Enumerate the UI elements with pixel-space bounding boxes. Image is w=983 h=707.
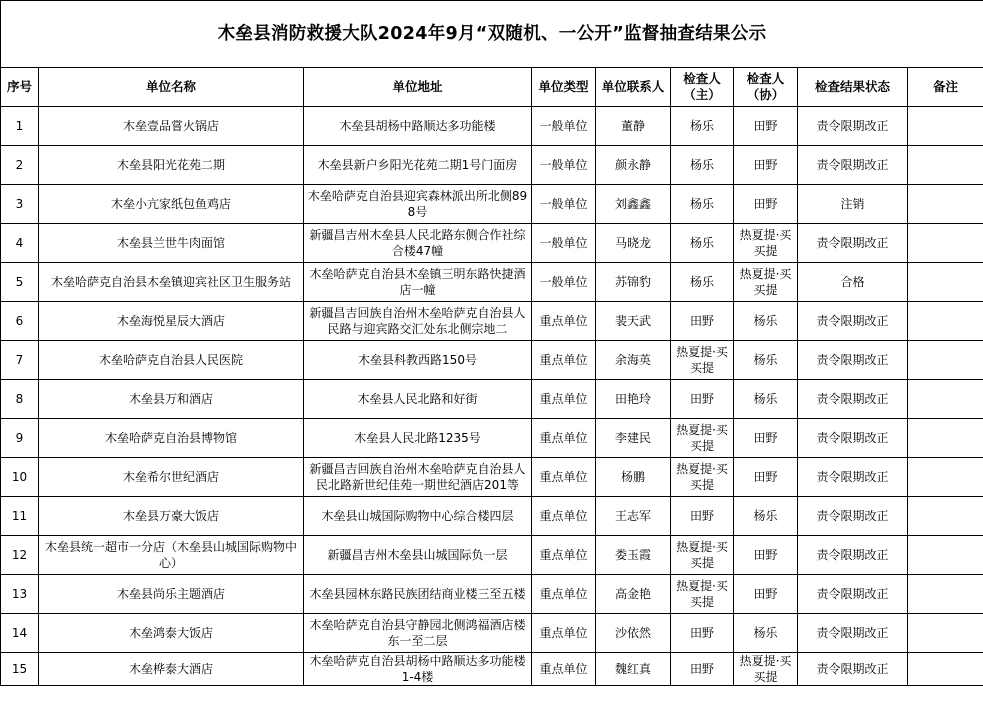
cell-inspector-main: 田野: [671, 497, 734, 536]
column-header-index: 序号: [1, 68, 39, 107]
cell-inspector-main: 杨乐: [671, 185, 734, 224]
cell-unit-address: 新疆昌吉回族自治州木垒哈萨克自治县人民北路新世纪佳苑一期世纪酒店201等: [304, 458, 532, 497]
cell-note: [908, 614, 983, 653]
table-row: [1, 614, 983, 653]
table-row: [1, 536, 983, 575]
cell-inspector-main: 热夏提·买买提: [671, 536, 734, 575]
cell-inspector-main: 热夏提·买买提: [671, 575, 734, 614]
cell-inspector-main: 杨乐: [671, 146, 734, 185]
cell-result-status: 责令限期改正: [798, 497, 908, 536]
cell-unit-address: 木垒县山城国际购物中心综合楼四层: [304, 497, 532, 536]
cell-unit-name: 木垒哈萨克自治县博物馆: [39, 419, 304, 458]
cell-inspector-assist: 田野: [734, 146, 798, 185]
table-row: [1, 419, 983, 458]
header-row: [1, 68, 983, 107]
table-row: [1, 341, 983, 380]
column-header-unit-type: 单位类型: [532, 68, 596, 107]
cell-unit-name: 木垒壹品嘗火锅店: [39, 107, 304, 146]
cell-note: [908, 224, 983, 263]
cell-contact: 王志军: [596, 497, 671, 536]
cell-unit-address: 木垒县新户乡阳光花苑二期1号门面房: [304, 146, 532, 185]
cell-index: 15: [1, 653, 39, 686]
cell-inspector-assist: 热夏提·买买提: [734, 263, 798, 302]
cell-index: 10: [1, 458, 39, 497]
cell-note: [908, 497, 983, 536]
cell-inspector-assist: 杨乐: [734, 380, 798, 419]
cell-unit-name: 木垒桦泰大酒店: [39, 653, 304, 686]
table-row: [1, 107, 983, 146]
cell-unit-name: 木垒海悦星辰大酒店: [39, 302, 304, 341]
table-row: [1, 146, 983, 185]
cell-unit-address: 木垒县园林东路民族团结商业楼三至五楼: [304, 575, 532, 614]
cell-unit-type: 重点单位: [532, 614, 596, 653]
column-header-contact: 单位联系人: [596, 68, 671, 107]
cell-inspector-main: 热夏提·买买提: [671, 458, 734, 497]
cell-unit-type: 重点单位: [532, 419, 596, 458]
cell-note: [908, 536, 983, 575]
column-header-result-status: 检查结果状态: [798, 68, 908, 107]
cell-unit-address: 木垒县科教西路150号: [304, 341, 532, 380]
cell-result-status: 责令限期改正: [798, 146, 908, 185]
cell-result-status: 责令限期改正: [798, 224, 908, 263]
cell-unit-address: 木垒哈萨克自治县守静园北侧鸿福酒店楼东一至二层: [304, 614, 532, 653]
cell-contact: 刘鑫鑫: [596, 185, 671, 224]
cell-inspector-main: 田野: [671, 302, 734, 341]
cell-unit-address: 木垒哈萨克自治县木垒镇三明东路快捷酒店一幢: [304, 263, 532, 302]
cell-contact: 高金艳: [596, 575, 671, 614]
cell-inspector-assist: 田野: [734, 107, 798, 146]
cell-unit-address: 木垒哈萨克自治县迎宾森林派出所北侧898号: [304, 185, 532, 224]
cell-unit-address: 新疆昌吉州木垒县山城国际负一层: [304, 536, 532, 575]
cell-note: [908, 458, 983, 497]
cell-result-status: 责令限期改正: [798, 614, 908, 653]
cell-inspector-assist: 田野: [734, 536, 798, 575]
cell-unit-name: 木垒县尚乐主题酒店: [39, 575, 304, 614]
cell-unit-name: 木垒哈萨克自治县木垒镇迎宾社区卫生服务站: [39, 263, 304, 302]
cell-inspector-assist: 田野: [734, 575, 798, 614]
cell-index: 2: [1, 146, 39, 185]
cell-unit-type: 一般单位: [532, 107, 596, 146]
table-row: [1, 653, 983, 686]
cell-result-status: 责令限期改正: [798, 419, 908, 458]
table-row: [1, 263, 983, 302]
cell-unit-type: 一般单位: [532, 224, 596, 263]
cell-contact: 李建民: [596, 419, 671, 458]
cell-unit-address: 木垒哈萨克自治县胡杨中路顺达多功能楼1-4楼: [304, 653, 532, 686]
cell-result-status: 责令限期改正: [798, 302, 908, 341]
cell-inspector-main: 热夏提·买买提: [671, 341, 734, 380]
cell-inspector-assist: 杨乐: [734, 302, 798, 341]
cell-result-status: 注销: [798, 185, 908, 224]
cell-contact: 田艳玲: [596, 380, 671, 419]
cell-inspector-assist: 热夏提·买买提: [734, 224, 798, 263]
table-row: [1, 185, 983, 224]
cell-result-status: 责令限期改正: [798, 458, 908, 497]
cell-inspector-assist: 杨乐: [734, 497, 798, 536]
cell-note: [908, 653, 983, 686]
cell-contact: 杨鹏: [596, 458, 671, 497]
cell-unit-type: 一般单位: [532, 263, 596, 302]
cell-contact: 沙依然: [596, 614, 671, 653]
cell-unit-address: 新疆昌吉回族自治州木垒哈萨克自治县人民路与迎宾路交汇处东北侧宗地二: [304, 302, 532, 341]
cell-inspector-main: 田野: [671, 653, 734, 686]
cell-inspector-main: 杨乐: [671, 107, 734, 146]
table-row: [1, 497, 983, 536]
cell-inspector-assist: 田野: [734, 419, 798, 458]
cell-note: [908, 419, 983, 458]
cell-index: 1: [1, 107, 39, 146]
cell-unit-type: 重点单位: [532, 380, 596, 419]
cell-note: [908, 107, 983, 146]
cell-inspector-assist: 杨乐: [734, 614, 798, 653]
cell-result-status: 责令限期改正: [798, 575, 908, 614]
cell-contact: 颜永静: [596, 146, 671, 185]
cell-unit-name: 木垒哈萨克自治县人民医院: [39, 341, 304, 380]
cell-note: [908, 263, 983, 302]
table-row: [1, 380, 983, 419]
cell-index: 12: [1, 536, 39, 575]
cell-inspector-main: 热夏提·买买提: [671, 419, 734, 458]
cell-result-status: 责令限期改正: [798, 107, 908, 146]
cell-contact: 娄玉霞: [596, 536, 671, 575]
cell-inspector-assist: 田野: [734, 458, 798, 497]
cell-note: [908, 380, 983, 419]
cell-contact: 余海英: [596, 341, 671, 380]
cell-inspector-assist: 热夏提·买买提: [734, 653, 798, 686]
cell-unit-name: 木垒鸿泰大饭店: [39, 614, 304, 653]
cell-contact: 魏红真: [596, 653, 671, 686]
cell-unit-address: 新疆昌吉州木垒县人民北路东侧合作社综合楼47幢: [304, 224, 532, 263]
cell-result-status: 责令限期改正: [798, 341, 908, 380]
column-header-inspector-assist: 检查人（协）: [734, 68, 798, 107]
cell-note: [908, 185, 983, 224]
cell-index: 14: [1, 614, 39, 653]
cell-unit-name: 木垒小亢家纸包鱼鸡店: [39, 185, 304, 224]
cell-unit-type: 重点单位: [532, 497, 596, 536]
cell-unit-name: 木垒县兰世牛肉面馆: [39, 224, 304, 263]
table-row: [1, 575, 983, 614]
cell-unit-name: 木垒县万和酒店: [39, 380, 304, 419]
cell-unit-address: 木垒县胡杨中路顺达多功能楼: [304, 107, 532, 146]
cell-result-status: 责令限期改正: [798, 536, 908, 575]
cell-contact: 裴天武: [596, 302, 671, 341]
table-row: [1, 302, 983, 341]
cell-note: [908, 575, 983, 614]
cell-result-status: 责令限期改正: [798, 653, 908, 686]
cell-index: 4: [1, 224, 39, 263]
table-title: 木垒县消防救援大队2024年9月“双随机、一公开”监督抽查结果公示: [1, 1, 983, 68]
column-header-unit-address: 单位地址: [304, 68, 532, 107]
column-header-note: 备注: [908, 68, 983, 107]
cell-unit-type: 一般单位: [532, 185, 596, 224]
cell-index: 13: [1, 575, 39, 614]
cell-unit-name: 木垒希尔世纪酒店: [39, 458, 304, 497]
cell-contact: 董静: [596, 107, 671, 146]
cell-result-status: 合格: [798, 263, 908, 302]
cell-index: 5: [1, 263, 39, 302]
cell-unit-type: 重点单位: [532, 302, 596, 341]
cell-inspector-main: 田野: [671, 614, 734, 653]
cell-unit-type: 重点单位: [532, 575, 596, 614]
cell-inspector-main: 杨乐: [671, 263, 734, 302]
cell-result-status: 责令限期改正: [798, 380, 908, 419]
cell-note: [908, 302, 983, 341]
cell-unit-address: 木垒县人民北路和好街: [304, 380, 532, 419]
column-header-unit-name: 单位名称: [39, 68, 304, 107]
cell-unit-name: 木垒县万豪大饭店: [39, 497, 304, 536]
cell-index: 3: [1, 185, 39, 224]
cell-unit-name: 木垒县阳光花苑二期: [39, 146, 304, 185]
cell-unit-name: 木垒县统一超市一分店（木垒县山城国际购物中心）: [39, 536, 304, 575]
cell-note: [908, 146, 983, 185]
cell-unit-type: 重点单位: [532, 341, 596, 380]
cell-unit-type: 重点单位: [532, 458, 596, 497]
cell-inspector-assist: 田野: [734, 185, 798, 224]
cell-index: 11: [1, 497, 39, 536]
cell-index: 6: [1, 302, 39, 341]
cell-index: 7: [1, 341, 39, 380]
column-header-inspector-main: 检查人（主）: [671, 68, 734, 107]
table-row: [1, 224, 983, 263]
cell-note: [908, 341, 983, 380]
cell-unit-type: 一般单位: [532, 146, 596, 185]
table-row: [1, 458, 983, 497]
cell-contact: 马晓龙: [596, 224, 671, 263]
cell-unit-type: 重点单位: [532, 653, 596, 686]
cell-unit-type: 重点单位: [532, 536, 596, 575]
cell-inspector-assist: 杨乐: [734, 341, 798, 380]
cell-unit-address: 木垒县人民北路1235号: [304, 419, 532, 458]
cell-index: 8: [1, 380, 39, 419]
cell-inspector-main: 田野: [671, 380, 734, 419]
cell-inspector-main: 杨乐: [671, 224, 734, 263]
cell-index: 9: [1, 419, 39, 458]
cell-contact: 苏锦豹: [596, 263, 671, 302]
